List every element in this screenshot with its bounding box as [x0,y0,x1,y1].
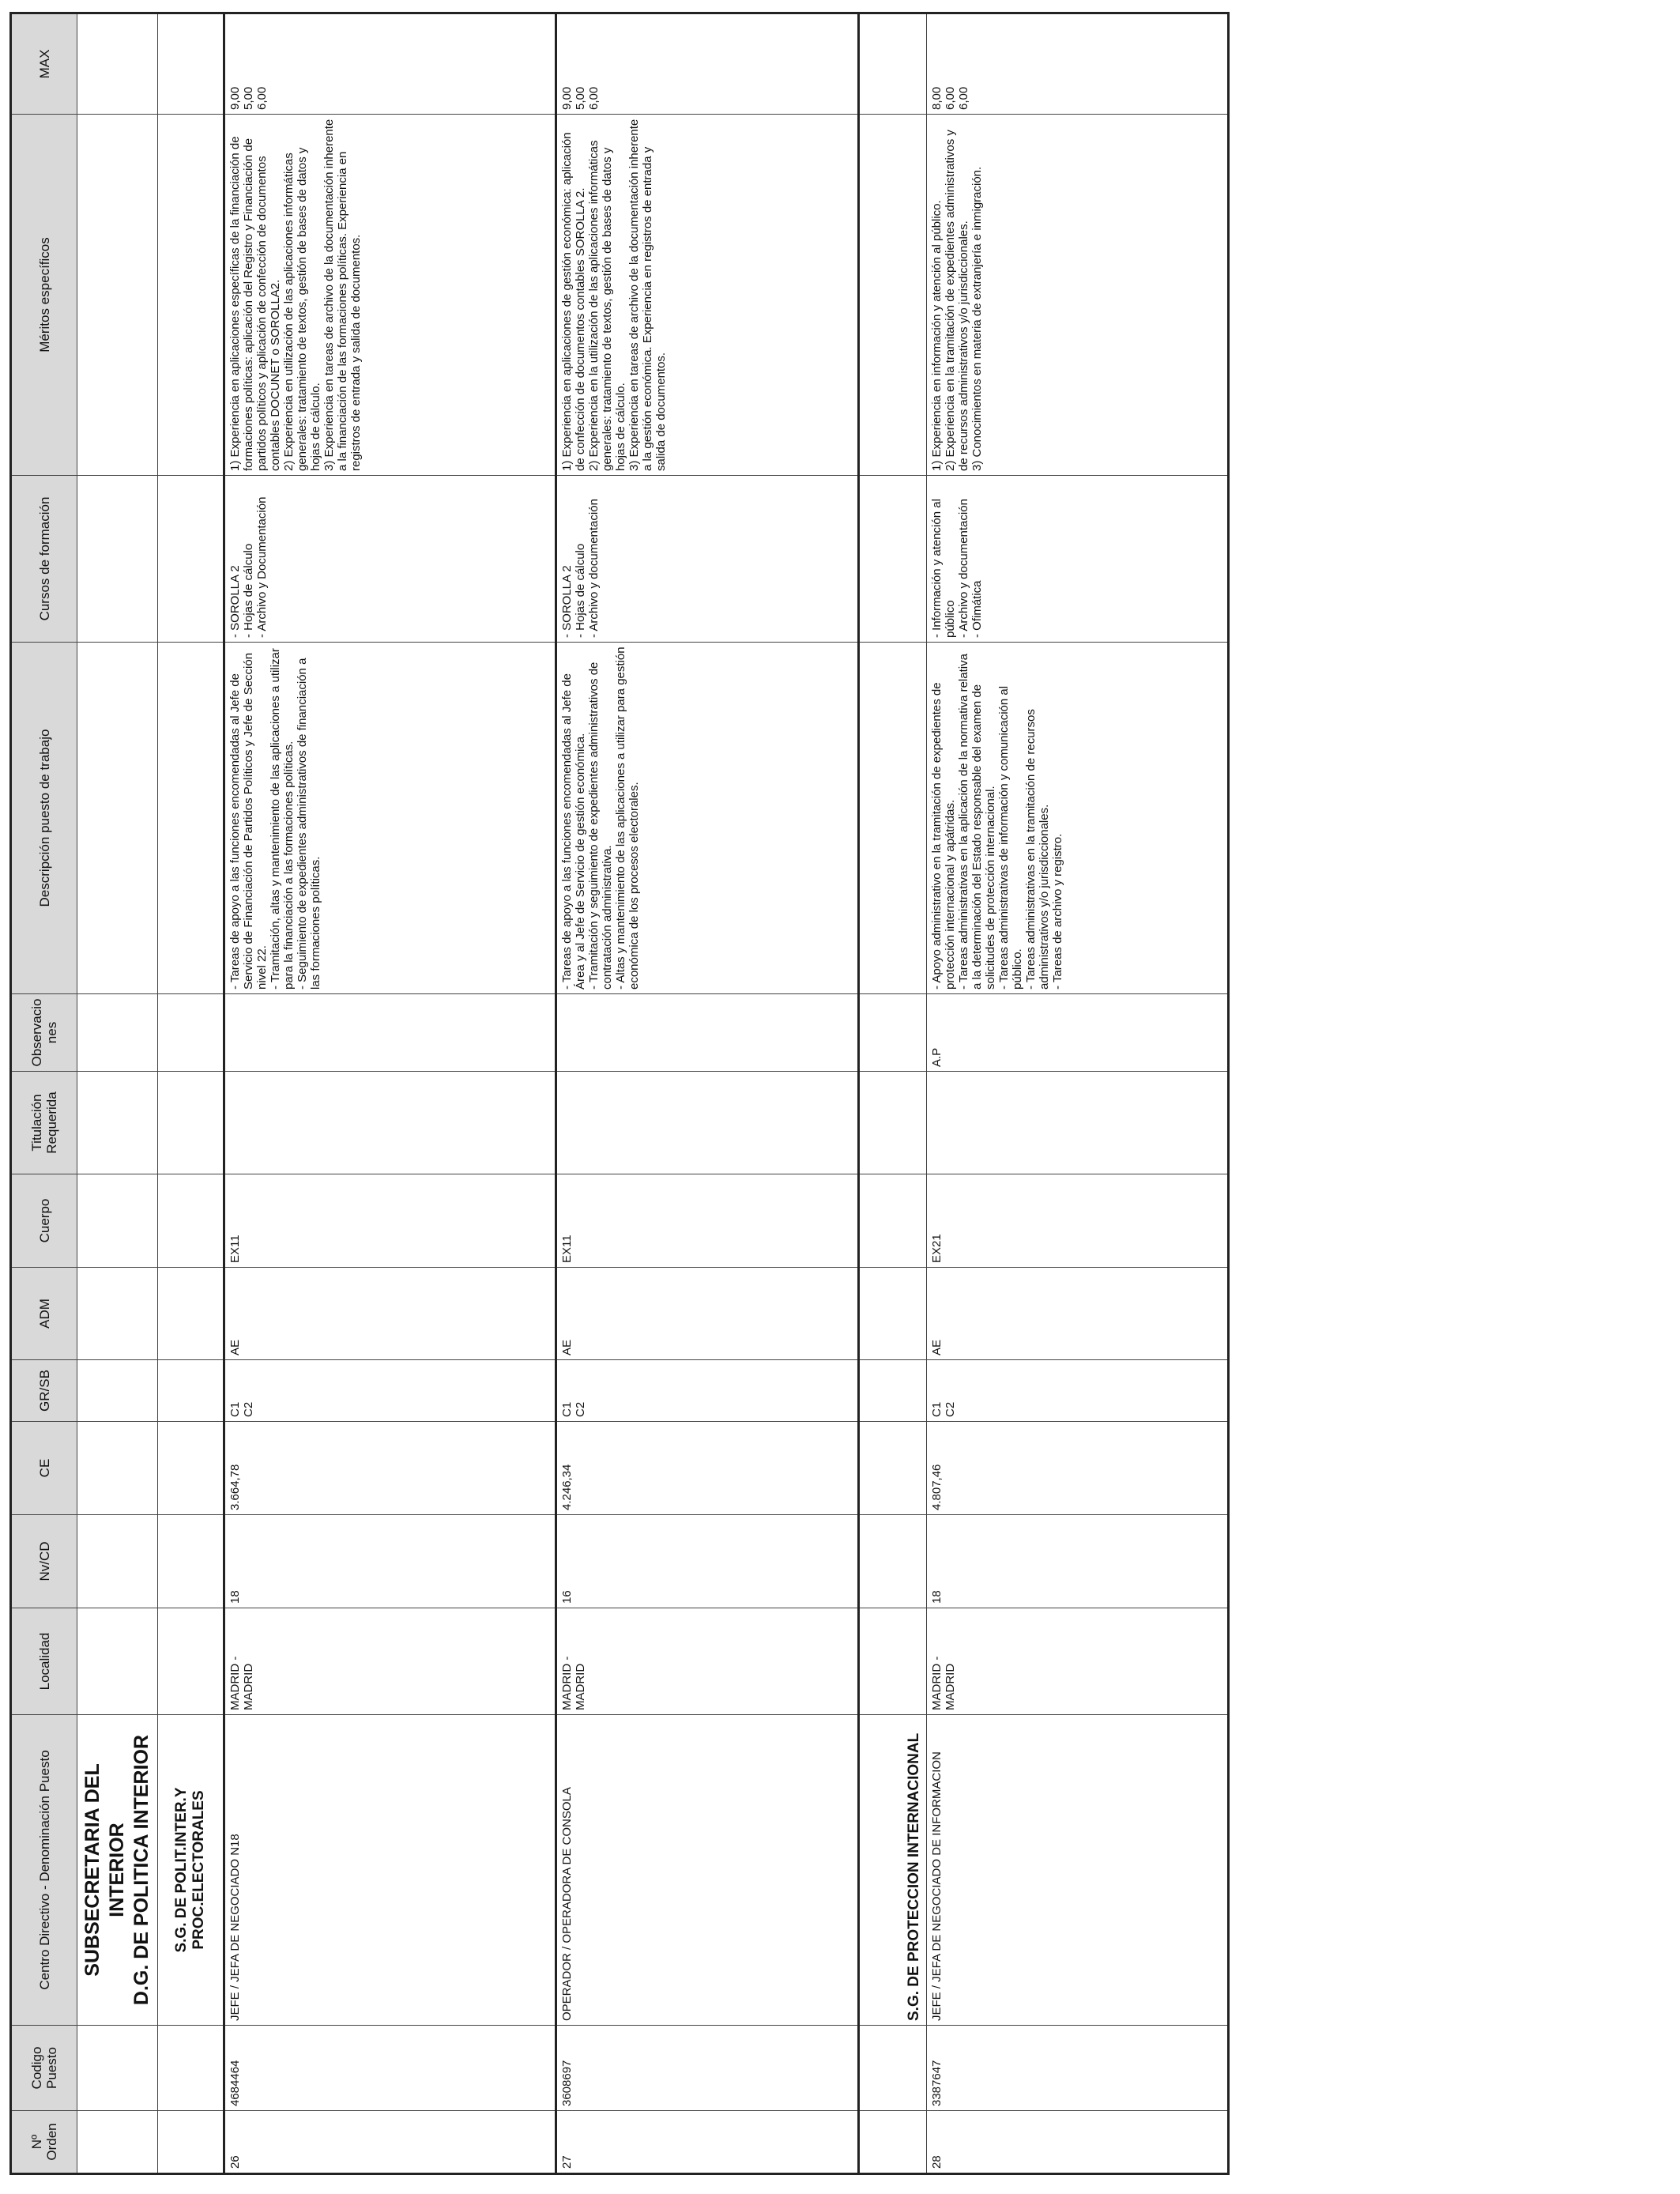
cell-codigo: 3608697 [556,2026,859,2111]
col-header-denominacion: Centro Directivo - Denominación Puesto [11,1715,77,2026]
section-title-cell [77,1715,158,2026]
cell-grupo: C1 C2 [556,1360,859,1422]
cell-meritos: 1) Experiencia en aplicaciones específicas de la financiación de formaciones políticas: aplicación del Registro y Financiación de partidos políticos y aplicación de confección de documentos contables DOCUNET o SOROLLA2. 2) Experiencia en utilización de las aplicaciones informáticas generales: tratamiento de textos, gestión de bases de datos y hojas de cálculo. 3) Experiencia en tareas de archivo de la documentación inherente a la financiación de las formaciones políticas. Experiencia en registros de entrada y salida de documentos. [224,115,556,476]
document-sheet [9,14,1132,2175]
col-header-adm: ADM [11,1268,77,1360]
section-row-sg2 [859,13,927,2174]
col-header-observaciones: Observaciones [11,994,77,1072]
section-row-sg1 [158,13,224,2174]
cell-meritos: 1) Experiencia en aplicaciones de gestión económica: aplicación de confección de documentos contables SOROLLA 2. 2) Experiencia en la utilización de las aplicaciones informáticas generales: tratamiento de textos, gestión de bases de datos y hojas de cálculo. 3) Experiencia en tareas de archivo de la documentación inherente a la gestión económica. Experiencia en registros de entrada y salida de documentos. [556,115,859,476]
cell-adm: AE [556,1268,859,1360]
cell-cursos: - SOROLLA 2 - Hojas de cálculo - Archivo y Documentación [224,476,556,643]
cell-cuerpo: EX11 [224,1174,556,1268]
cell-codigo: 3387647 [927,2026,1229,2111]
cell-adm: AE [927,1268,1229,1360]
col-header-cuerpo: Cuerpo [11,1174,77,1268]
cell-observaciones [556,994,859,1072]
cell-denominacion: JEFE / JEFA DE NEGOCIADO N18 [224,1715,556,2026]
cell-localidad: MADRID - MADRID [556,1608,859,1715]
cell-orden: 26 [224,2111,556,2174]
table-row [556,13,859,2174]
cell-descripcion: - Tareas de apoyo a las funciones encomendadas al Jefe de Área y al Jefe de Servicio de gestión económica. - Tramitación y seguimiento de expedientes administrativos de contratación administrativa. - Altas y mantenimiento de las aplicaciones a utilizar para gestión económica de los procesos electorales. [556,643,859,994]
col-header-meritos: Méritos específicos [11,115,77,476]
table-row [224,13,556,2174]
col-header-descripcion: Descripción puesto de trabajo [11,643,77,994]
cell-cursos: - SOROLLA 2 - Hojas de cálculo - Archivo y documentación [556,476,859,643]
cell-cuerpo: EX21 [927,1174,1229,1268]
section-row-subsecretaria [77,13,158,2174]
cell-codigo: 4684464 [224,2026,556,2111]
cell-orden: 27 [556,2111,859,2174]
cell-descripcion: - Tareas de apoyo a las funciones encomendadas al Jefe de Servicio de Financiación de Partidos Políticos y Jefe de Sección nivel 22. - Tramitación, altas y mantenimiento de las aplicaciones a utilizar para la financiación a las formaciones políticas. - Seguimiento de expedientes administrativos de financiación a las formaciones políticas. [224,643,556,994]
section-sg2: S.G. DE PROTECCION INTERNACIONAL [859,1715,927,2026]
cell-localidad: MADRID - MADRID [927,1608,1229,1715]
cell-cuerpo: EX11 [556,1174,859,1268]
section-dg: D.G. DE POLITICA INTERIOR [130,1734,153,2006]
cell-adm: AE [224,1268,556,1360]
col-header-max: MAX [11,13,77,115]
section-sg1: S.G. DE POLIT.INTER.Y PROC.ELECTORALES [158,1715,224,2026]
col-header-orden: Nº Orden [11,2111,77,2174]
cell-observaciones [224,994,556,1072]
cell-ce: 4.807,46 [927,1422,1229,1515]
section-subsecretaria: SUBSECRETARIA DEL INTERIOR [81,1763,128,1977]
col-header-localidad: Localidad [11,1608,77,1715]
cell-descripcion: - Apoyo administrativo en la tramitación de expedientes de protección internacional y apátridas. - Tareas administrativas en la aplicación de la normativa relativa a la determinación del Estado responsable del examen de solicitudes de protección internacional. - Tareas administrativas de información y comunicación al público. - Tareas administrativas en la tramitación de recursos administrativos y/o jurisdiccionales. - Tareas de archivo y registro. [927,643,1229,994]
cell-titulacion [224,1072,556,1174]
cell-nivel: 16 [556,1515,859,1608]
cell-ce: 4.246,34 [556,1422,859,1515]
cell-meritos: 1) Experiencia en información y atención al público. 2) Experiencia en la tramitación de expedientes administrativos y de recursos administrativos y/o jurisdiccionales. 3) Conocimientos en materia de extranjería e inmigración. [927,115,1229,476]
cell-titulacion [927,1072,1229,1174]
col-header-titulacion: Titulación Requerida [11,1072,77,1174]
puestos-table [9,12,1230,2175]
col-header-codigo: Codigo Puesto [11,2026,77,2111]
cell-nivel: 18 [927,1515,1229,1608]
cell-denominacion: OPERADOR / OPERADORA DE CONSOLA [556,1715,859,2026]
cell-nivel: 18 [224,1515,556,1608]
col-header-grupo: GR/SB [11,1360,77,1422]
cell-max: 9,00 5,00 6,00 [556,13,859,115]
col-header-ce: CE [11,1422,77,1515]
cell-observaciones: A.P [927,994,1229,1072]
cell-orden: 28 [927,2111,1229,2174]
cell-localidad: MADRID - MADRID [224,1608,556,1715]
cell-cursos: - Información y atención al público - Archivo y documentación - Ofimática [927,476,1229,643]
cell-grupo: C1 C2 [927,1360,1229,1422]
table-row [927,13,1229,2174]
cell-titulacion [556,1072,859,1174]
cell-max: 9,00 5,00 6,00 [224,13,556,115]
header-row [11,13,77,2174]
cell-ce: 3.664,78 [224,1422,556,1515]
cell-grupo: C1 C2 [224,1360,556,1422]
col-header-cursos: Cursos de formación [11,476,77,643]
cell-denominacion: JEFE / JEFA DE NEGOCIADO DE INFORMACION [927,1715,1229,2026]
col-header-nivel: Nv/CD [11,1515,77,1608]
cell-max: 8,00 6,00 6,00 [927,13,1229,115]
